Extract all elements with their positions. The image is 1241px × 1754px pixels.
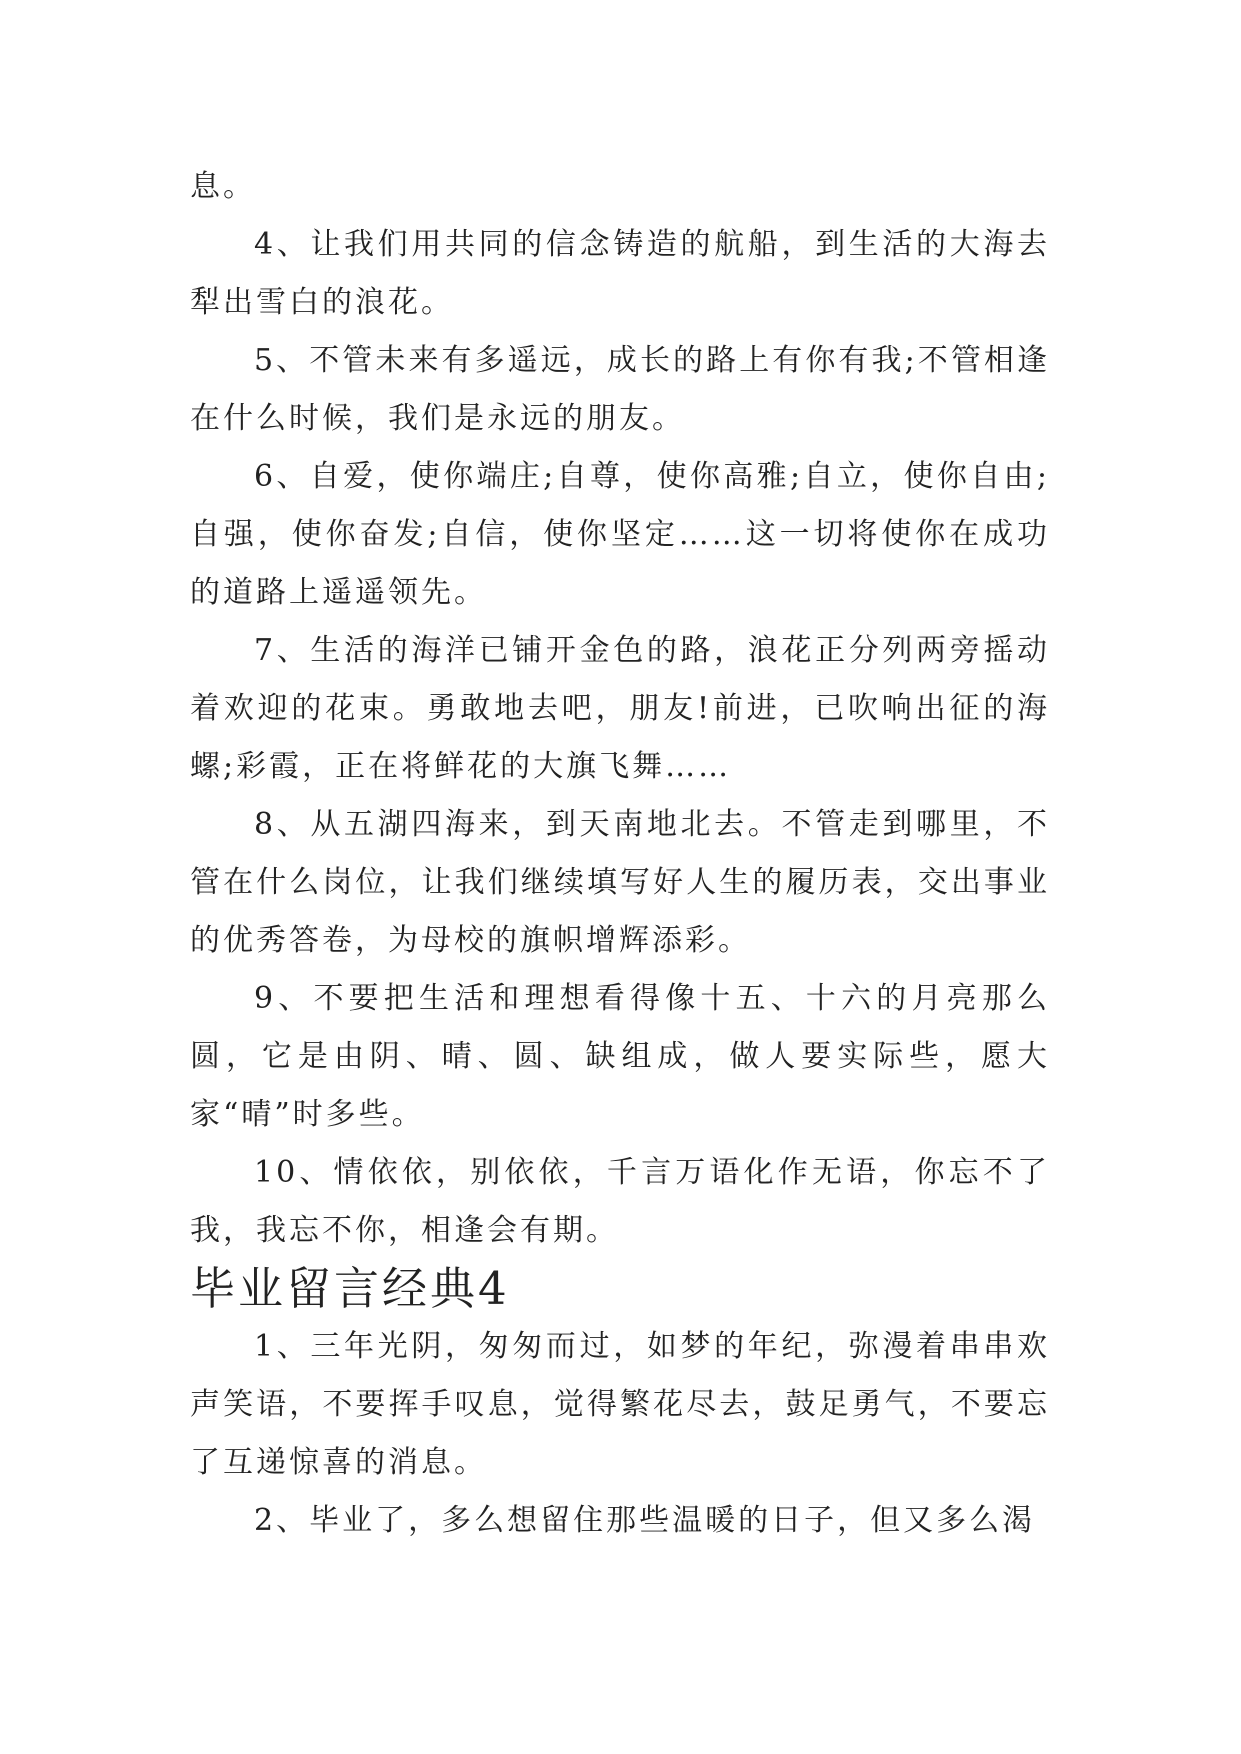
list-item: 9、不要把生活和理想看得像十五、十六的月亮那么圆，它是由阴、晴、圆、缺组成，做人要实际些，愿大家“晴”时多些。 [190, 981, 1050, 1132]
document-body [190, 158, 1050, 1550]
list-item: 7、生活的海洋已铺开金色的路，浪花正分列两旁摇动着欢迎的花束。勇敢地去吧，朋友!前进，已吹响出征的海螺;彩霞，正在将鲜花的大旗飞舞…… [190, 633, 1050, 784]
list-item: 2、毕业了，多么想留住那些温暖的日子，但又多么渴 [254, 1503, 1036, 1538]
list-item: 6、自爱，使你端庄;自尊，使你高雅;自立，使你自由;自强，使你奋发;自信，使你坚定……这一切将使你在成功的道路上遥遥领先。 [190, 459, 1050, 610]
list-item: 8、从五湖四海来，到天南地北去。不管走到哪里，不管在什么岗位，让我们继续填写好人生的履历表，交出事业的优秀答卷，为母校的旗帜增辉添彩。 [190, 807, 1050, 958]
list-item: 4、让我们用共同的信念铸造的航船，到生活的大海去犁出雪白的浪花。 [190, 227, 1050, 320]
list-item: 10、情依依，别依依，千言万语化作无语，你忘不了我，我忘不你，相逢会有期。 [190, 1155, 1050, 1248]
continuation-text: 息。 [190, 169, 256, 204]
list-item: 5、不管未来有多遥远，成长的路上有你有我;不管相逢在什么时候，我们是永远的朋友。 [190, 343, 1050, 436]
section-heading: 毕业留言经典4 [190, 1262, 510, 1315]
list-item: 1、三年光阴，匆匆而过，如梦的年纪，弥漫着串串欢声笑语，不要挥手叹息，觉得繁花尽去，鼓足勇气，不要忘了互递惊喜的消息。 [190, 1329, 1050, 1480]
